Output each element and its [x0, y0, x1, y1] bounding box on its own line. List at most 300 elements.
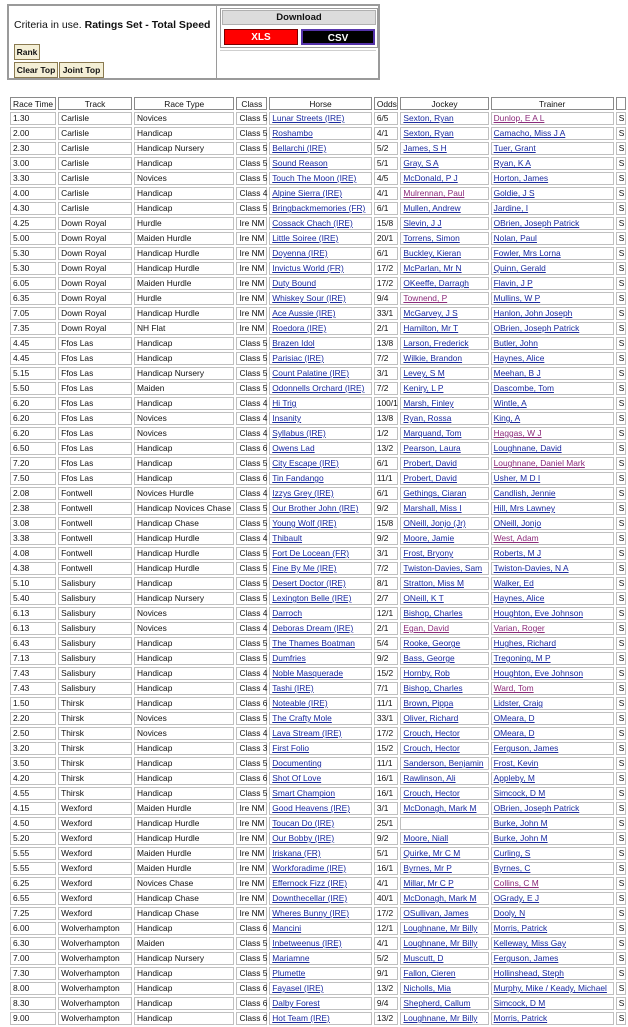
horse-cell-link[interactable]: Fayasel (IRE)	[272, 983, 324, 993]
horse-cell-link[interactable]: Our Bobby (IRE)	[272, 833, 335, 843]
horse-cell-link[interactable]: Duty Bound	[272, 278, 317, 288]
horse-cell-link[interactable]: The Thames Boatman	[272, 638, 355, 648]
col-header-track[interactable]: Track	[58, 97, 132, 110]
trainer-cell-link[interactable]: OGrady, E J	[493, 893, 540, 903]
horse-cell-link[interactable]: Tashi (IRE)	[272, 683, 314, 693]
trainer-cell[interactable]	[491, 907, 614, 920]
trainer-cell-link[interactable]: Lidster, Craig	[493, 698, 543, 708]
jockey-cell-link[interactable]: McDonagh, Mark M	[403, 803, 477, 813]
horse-cell[interactable]	[269, 202, 372, 215]
jockey-cell-link[interactable]: Loughnane, Mr Billy	[403, 1013, 478, 1023]
horse-cell[interactable]	[269, 682, 372, 695]
horse-cell[interactable]	[269, 577, 372, 590]
jockey-cell[interactable]	[400, 352, 488, 365]
jockey-cell-link[interactable]: Probert, David	[403, 458, 457, 468]
col-header-race-time[interactable]: Race Time	[10, 97, 56, 110]
trainer-cell[interactable]	[491, 142, 614, 155]
jockey-cell[interactable]	[400, 292, 488, 305]
jockey-cell-link[interactable]: Quirke, Mr C M	[403, 848, 461, 858]
horse-cell[interactable]	[269, 772, 372, 785]
jockey-cell-link[interactable]: Bass, George	[403, 653, 455, 663]
trainer-cell[interactable]	[491, 667, 614, 680]
horse-cell[interactable]	[269, 562, 372, 575]
horse-cell-link[interactable]: Count Palatine (IRE)	[272, 368, 350, 378]
trainer-cell-link[interactable]: OBrien, Joseph Patrick	[493, 803, 580, 813]
trainer-cell[interactable]	[491, 427, 614, 440]
jockey-cell[interactable]	[400, 487, 488, 500]
jockey-cell-link[interactable]: James, S H	[403, 143, 447, 153]
horse-cell-link[interactable]: Odonnells Orchard (IRE)	[272, 383, 365, 393]
horse-cell-link[interactable]: Shot Of Love	[272, 773, 322, 783]
jockey-cell-link[interactable]: Bishop, Charles	[403, 608, 463, 618]
jockey-cell[interactable]	[400, 682, 488, 695]
trainer-cell[interactable]	[491, 502, 614, 515]
trainer-cell-link[interactable]: Camacho, Miss J A	[493, 128, 566, 138]
horse-cell[interactable]	[269, 127, 372, 140]
trainer-cell-link[interactable]: Usher, M D I	[493, 473, 541, 483]
trainer-cell[interactable]	[491, 247, 614, 260]
horse-cell-link[interactable]: Touch The Moon (IRE)	[272, 173, 357, 183]
col-header-horse[interactable]: Horse	[269, 97, 372, 110]
trainer-cell-link[interactable]: Dunlop, E A L	[493, 113, 545, 123]
trainer-cell-link[interactable]: Morris, Patrick	[493, 923, 548, 933]
jockey-cell-link[interactable]: Buckley, Kieran	[403, 248, 461, 258]
horse-cell[interactable]	[269, 427, 372, 440]
trainer-cell-link[interactable]: Loughnane, David	[493, 443, 562, 453]
horse-cell-link[interactable]: Lunar Streets (IRE)	[272, 113, 345, 123]
jockey-cell-link[interactable]: ONeill, K T	[403, 593, 444, 603]
trainer-cell[interactable]	[491, 352, 614, 365]
jockey-cell-link[interactable]: Byrnes, Mr P	[403, 863, 452, 873]
horse-cell-link[interactable]: Mariamne	[272, 953, 310, 963]
results-table-container[interactable]	[8, 95, 625, 1023]
horse-cell[interactable]	[269, 532, 372, 545]
horse-cell[interactable]	[269, 877, 372, 890]
trainer-cell[interactable]	[491, 637, 614, 650]
horse-cell-link[interactable]: Wheres Bunny (IRE)	[272, 908, 350, 918]
col-header-odds[interactable]: Odds	[374, 97, 399, 110]
horse-cell-link[interactable]: Hi Trig	[272, 398, 297, 408]
jockey-cell-link[interactable]: Bishop, Charles	[403, 683, 463, 693]
trainer-cell-link[interactable]: Simcock, D M	[493, 788, 546, 798]
jockey-cell[interactable]	[400, 472, 488, 485]
horse-cell[interactable]	[269, 742, 372, 755]
jockey-cell[interactable]	[400, 397, 488, 410]
trainer-cell-link[interactable]: OBrien, Joseph Patrick	[493, 218, 580, 228]
trainer-cell[interactable]	[491, 322, 614, 335]
horse-cell[interactable]	[269, 157, 372, 170]
col-header-trainer[interactable]: Trainer	[491, 97, 614, 110]
trainer-cell-link[interactable]: OMeara, D	[493, 728, 535, 738]
trainer-cell-link[interactable]: Meehan, B J	[493, 368, 541, 378]
jockey-cell[interactable]	[400, 712, 488, 725]
horse-cell[interactable]	[269, 457, 372, 470]
horse-cell-link[interactable]: Workforadime (IRE)	[272, 863, 347, 873]
trainer-cell[interactable]	[491, 892, 614, 905]
jockey-cell-link[interactable]: Brown, Pippa	[403, 698, 454, 708]
trainer-cell-link[interactable]: Goldie, J S	[493, 188, 535, 198]
horse-cell[interactable]	[269, 187, 372, 200]
trainer-cell[interactable]	[491, 232, 614, 245]
trainer-cell[interactable]	[491, 172, 614, 185]
jockey-cell[interactable]	[400, 112, 488, 125]
trainer-cell-link[interactable]: Houghton, Eve Johnson	[493, 608, 584, 618]
trainer-cell[interactable]	[491, 697, 614, 710]
jockey-cell[interactable]	[400, 577, 488, 590]
horse-cell[interactable]	[269, 622, 372, 635]
trainer-cell[interactable]	[491, 217, 614, 230]
trainer-cell[interactable]	[491, 877, 614, 890]
horse-cell[interactable]	[269, 292, 372, 305]
jockey-cell-link[interactable]: Egan, David	[403, 623, 450, 633]
horse-cell-link[interactable]: Little Soiree (IRE)	[272, 233, 339, 243]
trainer-cell-link[interactable]: Byrnes, C	[493, 863, 531, 873]
jockey-cell[interactable]	[400, 517, 488, 530]
jockey-cell-link[interactable]: McDonagh, Mark M	[403, 893, 477, 903]
jockey-cell-link[interactable]: Rawlinson, Ali	[403, 773, 456, 783]
horse-cell-link[interactable]: Parisiac (IRE)	[272, 353, 324, 363]
trainer-cell[interactable]	[491, 997, 614, 1010]
horse-cell[interactable]	[269, 217, 372, 230]
trainer-cell-link[interactable]: Simcock, D M	[493, 998, 546, 1008]
jockey-cell[interactable]	[400, 202, 488, 215]
trainer-cell-link[interactable]: Horton, James	[493, 173, 549, 183]
horse-cell[interactable]	[269, 1012, 372, 1025]
horse-cell-link[interactable]: Owens Lad	[272, 443, 315, 453]
jockey-cell-link[interactable]: Loughnane, Mr Billy	[403, 923, 478, 933]
horse-cell[interactable]	[269, 937, 372, 950]
trainer-cell[interactable]	[491, 982, 614, 995]
trainer-cell-link[interactable]: Dooly, N	[493, 908, 526, 918]
horse-cell-link[interactable]: First Folio	[272, 743, 310, 753]
trainer-cell[interactable]	[491, 547, 614, 560]
jockey-cell[interactable]	[400, 532, 488, 545]
trainer-cell[interactable]	[491, 592, 614, 605]
trainer-cell[interactable]	[491, 487, 614, 500]
trainer-cell[interactable]	[491, 802, 614, 815]
trainer-cell-link[interactable]: Haynes, Alice	[493, 593, 545, 603]
jockey-cell-link[interactable]: Loughnane, Mr Billy	[403, 938, 478, 948]
trainer-cell[interactable]	[491, 442, 614, 455]
horse-cell[interactable]	[269, 847, 372, 860]
jockey-cell-link[interactable]: Pearson, Laura	[403, 443, 461, 453]
jockey-cell-link[interactable]: Mullen, Andrew	[403, 203, 461, 213]
jockey-cell-link[interactable]: Shepherd, Callum	[403, 998, 471, 1008]
trainer-cell-link[interactable]: Candlish, Jennie	[493, 488, 556, 498]
jockey-cell[interactable]	[400, 937, 488, 950]
trainer-cell[interactable]	[491, 187, 614, 200]
jockey-cell-link[interactable]: OSullivan, James	[403, 908, 469, 918]
horse-cell-link[interactable]: Roshambo	[272, 128, 313, 138]
horse-cell-link[interactable]: Thibault	[272, 533, 303, 543]
trainer-cell-link[interactable]: Tregoning, M P	[493, 653, 551, 663]
trainer-cell[interactable]	[491, 742, 614, 755]
jockey-cell[interactable]	[400, 832, 488, 845]
jockey-cell[interactable]	[400, 502, 488, 515]
trainer-cell[interactable]	[491, 307, 614, 320]
horse-cell-link[interactable]: Cossack Chach (IRE)	[272, 218, 353, 228]
trainer-cell-link[interactable]: Ryan, K A	[493, 158, 531, 168]
horse-cell[interactable]	[269, 232, 372, 245]
horse-cell-link[interactable]: Izzys Grey (IRE)	[272, 488, 334, 498]
jockey-cell-link[interactable]: Wilkie, Brandon	[403, 353, 463, 363]
trainer-cell[interactable]	[491, 967, 614, 980]
horse-cell-link[interactable]: Darroch	[272, 608, 303, 618]
jockey-cell[interactable]	[400, 217, 488, 230]
col-header-jockey[interactable]: Jockey	[400, 97, 488, 110]
horse-cell[interactable]	[269, 832, 372, 845]
jockey-cell[interactable]	[400, 127, 488, 140]
horse-cell[interactable]	[269, 382, 372, 395]
jockey-cell-link[interactable]: Mulrennan, Paul	[403, 188, 465, 198]
horse-cell[interactable]	[269, 502, 372, 515]
jockey-cell-link[interactable]: Larson, Frederick	[403, 338, 469, 348]
trainer-cell[interactable]	[491, 787, 614, 800]
jockey-cell[interactable]	[400, 667, 488, 680]
horse-cell[interactable]	[269, 172, 372, 185]
horse-cell-link[interactable]: Dalby Forest	[272, 998, 320, 1008]
horse-cell-link[interactable]: Dumfries	[272, 653, 306, 663]
horse-cell[interactable]	[269, 547, 372, 560]
trainer-cell-link[interactable]: ONeill, Jonjo	[493, 518, 542, 528]
horse-cell[interactable]	[269, 637, 372, 650]
trainer-cell[interactable]	[491, 262, 614, 275]
horse-cell-link[interactable]: Lava Stream (IRE)	[272, 728, 342, 738]
trainer-cell[interactable]	[491, 772, 614, 785]
horse-cell-link[interactable]: Effernock Fizz (IRE)	[272, 878, 348, 888]
jockey-cell-link[interactable]: Twiston-Davies, Sam	[403, 563, 483, 573]
jockey-cell-link[interactable]: Ryan, Rossa	[403, 413, 452, 423]
jockey-cell-link[interactable]: Hamilton, Mr T	[403, 323, 459, 333]
horse-cell-link[interactable]: Ace Aussie (IRE)	[272, 308, 336, 318]
jockey-cell-link[interactable]: ONeill, Jonjo (Jr)	[403, 518, 466, 528]
horse-cell-link[interactable]: Bringbackmemories (FR)	[272, 203, 366, 213]
jockey-cell-link[interactable]: Millar, Mr C P	[403, 878, 454, 888]
horse-cell-link[interactable]: Good Heavens (IRE)	[272, 803, 350, 813]
jockey-cell[interactable]	[400, 802, 488, 815]
jockey-cell-link[interactable]: Hornby, Rob	[403, 668, 450, 678]
horse-cell-link[interactable]: Brazen Idol	[272, 338, 315, 348]
trainer-cell[interactable]	[491, 292, 614, 305]
trainer-cell-link[interactable]: Varian, Roger	[493, 623, 545, 633]
trainer-cell[interactable]	[491, 652, 614, 665]
rank-button[interactable]: Rank	[14, 44, 40, 60]
trainer-cell[interactable]	[491, 682, 614, 695]
horse-cell-link[interactable]: Doyenna (IRE)	[272, 248, 328, 258]
horse-cell-link[interactable]: Iriskana (FR)	[272, 848, 321, 858]
jockey-cell[interactable]	[400, 232, 488, 245]
jockey-cell[interactable]	[400, 547, 488, 560]
jockey-cell-link[interactable]: Marsh, Finley	[403, 398, 454, 408]
horse-cell[interactable]	[269, 322, 372, 335]
trainer-cell-link[interactable]: Houghton, Eve Johnson	[493, 668, 584, 678]
trainer-cell[interactable]	[491, 202, 614, 215]
horse-cell[interactable]	[269, 412, 372, 425]
trainer-cell[interactable]	[491, 577, 614, 590]
horse-cell[interactable]	[269, 652, 372, 665]
trainer-cell-link[interactable]: Kelleway, Miss Gay	[493, 938, 567, 948]
horse-cell-link[interactable]: Bellarchi (IRE)	[272, 143, 327, 153]
trainer-cell-link[interactable]: Flavin, J P	[493, 278, 533, 288]
trainer-cell-link[interactable]: Hill, Mrs Lawney	[493, 503, 556, 513]
horse-cell[interactable]	[269, 307, 372, 320]
trainer-cell-link[interactable]: Nolan, Paul	[493, 233, 537, 243]
jockey-cell-link[interactable]: Sexton, Ryan	[403, 113, 454, 123]
trainer-cell-link[interactable]: OBrien, Joseph Patrick	[493, 323, 580, 333]
horse-cell-link[interactable]: Deboras Dream (IRE)	[272, 623, 354, 633]
horse-cell-link[interactable]: Tin Fandango	[272, 473, 324, 483]
jockey-cell-link[interactable]: Townend, P	[403, 293, 448, 303]
trainer-cell[interactable]	[491, 382, 614, 395]
horse-cell[interactable]	[269, 697, 372, 710]
trainer-cell[interactable]	[491, 832, 614, 845]
jockey-cell-link[interactable]: Crouch, Hector	[403, 788, 460, 798]
horse-cell[interactable]	[269, 967, 372, 980]
trainer-cell[interactable]	[491, 472, 614, 485]
trainer-cell-link[interactable]: Fowler, Mrs Lorna	[493, 248, 561, 258]
horse-cell-link[interactable]: Syllabus (IRE)	[272, 428, 326, 438]
jockey-cell-link[interactable]: Marshall, Miss I	[403, 503, 462, 513]
trainer-cell-link[interactable]: Murphy, Mike / Keady, Michael	[493, 983, 607, 993]
trainer-cell-link[interactable]: Frost, Kevin	[493, 758, 539, 768]
trainer-cell-link[interactable]: Tuer, Grant	[493, 143, 536, 153]
jockey-cell-link[interactable]: McDonald, P J	[403, 173, 458, 183]
trainer-cell-link[interactable]: Roberts, M J	[493, 548, 542, 558]
jockey-cell[interactable]	[400, 562, 488, 575]
horse-cell-link[interactable]: Fine By Me (IRE)	[272, 563, 337, 573]
horse-cell[interactable]	[269, 757, 372, 770]
horse-cell-link[interactable]: Documenting	[272, 758, 322, 768]
horse-cell-link[interactable]: Insanity	[272, 413, 302, 423]
trainer-cell[interactable]	[491, 757, 614, 770]
jockey-cell[interactable]	[400, 442, 488, 455]
horse-cell-link[interactable]: Desert Doctor (IRE)	[272, 578, 346, 588]
trainer-cell[interactable]	[491, 727, 614, 740]
horse-cell-link[interactable]: The Crafty Mole	[272, 713, 332, 723]
jockey-cell[interactable]	[400, 262, 488, 275]
jockey-cell[interactable]	[400, 922, 488, 935]
horse-cell-link[interactable]: City Escape (IRE)	[272, 458, 339, 468]
jockey-cell-link[interactable]: Probert, David	[403, 473, 457, 483]
horse-cell[interactable]	[269, 907, 372, 920]
horse-cell[interactable]	[269, 667, 372, 680]
horse-cell[interactable]	[269, 982, 372, 995]
jockey-cell[interactable]	[400, 967, 488, 980]
horse-cell[interactable]	[269, 112, 372, 125]
trainer-cell-link[interactable]: Hollinshead, Steph	[493, 968, 564, 978]
trainer-cell-link[interactable]: OMeara, D	[493, 713, 535, 723]
csv-download-button[interactable]: CSV	[301, 29, 375, 45]
horse-cell[interactable]	[269, 247, 372, 260]
horse-cell[interactable]	[269, 472, 372, 485]
trainer-cell[interactable]	[491, 622, 614, 635]
jockey-cell[interactable]	[400, 787, 488, 800]
trainer-cell-link[interactable]: West, Adam	[493, 533, 539, 543]
horse-cell[interactable]	[269, 892, 372, 905]
trainer-cell[interactable]	[491, 817, 614, 830]
trainer-cell-link[interactable]: Curling, S	[493, 848, 531, 858]
jockey-cell-link[interactable]: McParlan, Mr N	[403, 263, 462, 273]
trainer-cell-link[interactable]: King, A	[493, 413, 521, 423]
trainer-cell-link[interactable]: Loughnane, Daniel Mark	[493, 458, 585, 468]
trainer-cell[interactable]	[491, 112, 614, 125]
trainer-cell[interactable]	[491, 607, 614, 620]
jockey-cell-link[interactable]: Fallon, Cieren	[403, 968, 456, 978]
trainer-cell-link[interactable]: Ward, Tom	[493, 683, 534, 693]
trainer-cell[interactable]	[491, 847, 614, 860]
horse-cell-link[interactable]: Downthecellar (IRE)	[272, 893, 348, 903]
jockey-cell-link[interactable]: Stratton, Miss M	[403, 578, 464, 588]
trainer-cell[interactable]	[491, 862, 614, 875]
jockey-cell[interactable]	[400, 652, 488, 665]
jockey-cell[interactable]	[400, 877, 488, 890]
horse-cell[interactable]	[269, 727, 372, 740]
trainer-cell-link[interactable]: Walker, Ed	[493, 578, 534, 588]
jockey-cell-link[interactable]: Rooke, George	[403, 638, 461, 648]
horse-cell[interactable]	[269, 862, 372, 875]
trainer-cell-link[interactable]: Burke, John M	[493, 833, 548, 843]
jockey-cell[interactable]	[400, 742, 488, 755]
jockey-cell-link[interactable]: McGarvey, J S	[403, 308, 458, 318]
jockey-cell[interactable]	[400, 412, 488, 425]
horse-cell-link[interactable]: Toucan Do (IRE)	[272, 818, 335, 828]
horse-cell-link[interactable]: Roedora (IRE)	[272, 323, 327, 333]
horse-cell-link[interactable]: Noble Masquerade	[272, 668, 344, 678]
jockey-cell-link[interactable]: Muscutt, D	[403, 953, 444, 963]
horse-cell-link[interactable]: Mancini	[272, 923, 302, 933]
horse-cell[interactable]	[269, 592, 372, 605]
jockey-cell[interactable]	[400, 367, 488, 380]
jockey-cell[interactable]	[400, 892, 488, 905]
horse-cell-link[interactable]: Fort De Locean (FR)	[272, 548, 350, 558]
jockey-cell-link[interactable]: Torrens, Simon	[403, 233, 460, 243]
horse-cell[interactable]	[269, 817, 372, 830]
horse-cell[interactable]	[269, 397, 372, 410]
trainer-cell[interactable]	[491, 712, 614, 725]
horse-cell[interactable]	[269, 277, 372, 290]
trainer-cell-link[interactable]: Burke, John M	[493, 818, 548, 828]
jockey-cell-link[interactable]: Crouch, Hector	[403, 743, 460, 753]
horse-cell-link[interactable]: Invictus World (FR)	[272, 263, 344, 273]
jockey-cell-link[interactable]: Moore, Jamie	[403, 533, 455, 543]
jockey-cell-link[interactable]: Marquand, Tom	[403, 428, 462, 438]
jockey-cell[interactable]	[400, 847, 488, 860]
clear-top-button[interactable]: Clear Top	[14, 62, 58, 78]
horse-cell[interactable]	[269, 997, 372, 1010]
trainer-cell[interactable]	[491, 922, 614, 935]
jockey-cell-link[interactable]: Gethings, Ciaran	[403, 488, 467, 498]
col-header-race-type[interactable]: Race Type	[134, 97, 235, 110]
trainer-cell[interactable]	[491, 457, 614, 470]
horse-cell-link[interactable]: Lexington Belle (IRE)	[272, 593, 352, 603]
jockey-cell[interactable]	[400, 382, 488, 395]
jockey-cell[interactable]	[400, 142, 488, 155]
trainer-cell[interactable]	[491, 952, 614, 965]
jockey-cell[interactable]	[400, 727, 488, 740]
horse-cell[interactable]	[269, 352, 372, 365]
horse-cell[interactable]	[269, 607, 372, 620]
jockey-cell-link[interactable]: Moore, Niall	[403, 833, 449, 843]
jockey-cell[interactable]	[400, 322, 488, 335]
trainer-cell-link[interactable]: Ferguson, James	[493, 743, 559, 753]
jockey-cell[interactable]	[400, 607, 488, 620]
jockey-cell-link[interactable]: Levey, S M	[403, 368, 445, 378]
jockey-cell[interactable]	[400, 982, 488, 995]
trainer-cell-link[interactable]: Morris, Patrick	[493, 1013, 548, 1023]
trainer-cell-link[interactable]: Twiston-Davies, N A	[493, 563, 569, 573]
jockey-cell[interactable]	[400, 157, 488, 170]
horse-cell-link[interactable]: Alpine Sierra (IRE)	[272, 188, 343, 198]
